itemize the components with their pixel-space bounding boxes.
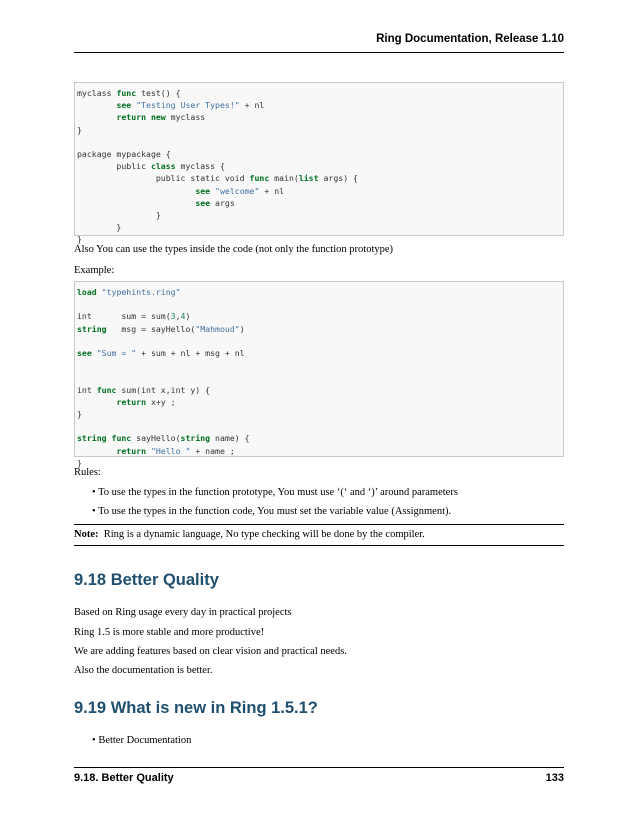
code-token: int xyxy=(77,384,97,395)
code-token: list xyxy=(298,173,319,184)
code-line xyxy=(77,408,563,420)
code-line xyxy=(77,371,563,383)
paragraph: Ring 1.5 is more stable and more productive! xyxy=(74,627,265,638)
note-top-rule xyxy=(74,524,564,525)
code-line xyxy=(77,99,563,111)
code-token: string xyxy=(77,433,107,444)
code-token: string xyxy=(180,433,211,444)
paragraph: Also the documentation is better. xyxy=(74,665,213,676)
footer-rule xyxy=(74,767,564,768)
note-label: Note: xyxy=(74,529,99,540)
code-line xyxy=(77,221,563,233)
list-item: • To use the types in the function prototype, You must use ‘(‘ and ‘)’ around parameters xyxy=(92,487,458,498)
note-text: Ring is a dynamic language, No type checking will be done by the compiler. xyxy=(103,529,425,540)
code-listing-package xyxy=(77,87,563,246)
bullet-text: To use the types in the function prototype, You must use ‘(‘ and ‘)’ around parameters xyxy=(98,487,458,498)
code-token: load xyxy=(77,287,97,297)
code-token: main( xyxy=(269,173,299,184)
code-block-typehints xyxy=(74,281,564,468)
code-token: name) { xyxy=(210,433,250,444)
code-line xyxy=(77,445,563,457)
code-token: + nl xyxy=(259,185,285,196)
note-bottom-rule xyxy=(74,545,564,546)
running-header-title: Ring Documentation, Release 1.10 xyxy=(376,33,564,45)
paragraph-types-inside-code: Also You can use the types inside the code (not only the function prototype) xyxy=(74,244,394,255)
code-line xyxy=(77,432,563,444)
code-token: package mypackage { xyxy=(77,149,171,160)
code-line xyxy=(77,185,563,197)
code-token: } xyxy=(77,222,122,233)
code-token: 4 xyxy=(180,311,186,322)
code-token: see xyxy=(195,197,211,208)
code-token: } xyxy=(77,457,82,468)
code-token: "Sum = " xyxy=(96,348,137,359)
code-token: msg = sayHello( xyxy=(106,323,196,334)
code-token: see xyxy=(77,348,92,359)
header-rule xyxy=(74,52,564,53)
code-token: "welcome" xyxy=(215,185,260,196)
code-token xyxy=(77,186,195,196)
code-token: test() { xyxy=(136,88,181,98)
code-token: "Testing User Types!" xyxy=(136,100,240,111)
code-listing-typehints xyxy=(77,286,563,469)
code-token: "typehints.ring" xyxy=(101,287,181,297)
code-token xyxy=(77,446,116,456)
code-token: "Hello " xyxy=(150,445,191,456)
code-token xyxy=(77,100,116,110)
code-line xyxy=(77,111,563,123)
code-block-package xyxy=(74,82,564,245)
code-token: return xyxy=(116,445,147,456)
code-line xyxy=(77,298,563,310)
code-line xyxy=(77,124,563,136)
section-heading-whats-new: 9.19 What is new in Ring 1.5.1? xyxy=(74,699,318,717)
paragraph: We are adding features based on clear vision and practical needs. xyxy=(74,646,347,657)
code-line xyxy=(77,136,563,148)
code-token: myclass xyxy=(165,112,206,123)
code-line xyxy=(77,335,563,347)
code-line xyxy=(77,87,563,99)
code-line xyxy=(77,396,563,408)
code-token: myclass xyxy=(77,88,117,98)
code-token: } xyxy=(77,409,82,420)
code-token: sayHello( xyxy=(131,433,181,444)
code-token: } xyxy=(77,124,82,135)
code-token: myclass { xyxy=(175,161,225,172)
code-token: + name ; xyxy=(190,445,235,456)
code-token: return xyxy=(116,112,147,123)
code-line xyxy=(77,172,563,184)
code-line xyxy=(77,148,563,160)
code-token: string xyxy=(77,323,107,334)
code-token: sum(int x,int y) { xyxy=(116,384,211,395)
list-item: • Better Documentation xyxy=(92,735,192,746)
code-line xyxy=(77,160,563,172)
code-line xyxy=(77,323,563,335)
code-token: args) { xyxy=(318,173,358,184)
code-token: func xyxy=(249,173,270,184)
code-token: ) xyxy=(185,311,191,322)
code-token: + sum + nl + msg + nl xyxy=(136,348,245,359)
section-heading-better-quality: 9.18 Better Quality xyxy=(74,571,219,589)
code-token: "Mahmoud" xyxy=(195,323,240,334)
code-token xyxy=(77,112,116,122)
code-token: ) xyxy=(239,323,245,334)
code-token: public xyxy=(77,161,151,172)
code-token: see xyxy=(116,100,132,111)
code-line xyxy=(77,310,563,322)
code-token: see xyxy=(195,185,211,196)
list-item: • To use the types in the function code, You must set the variable value (Assignment). xyxy=(92,506,452,517)
code-token: 3 xyxy=(170,311,176,322)
code-line xyxy=(77,457,563,469)
code-token: } xyxy=(77,210,161,221)
code-token: func xyxy=(96,384,117,395)
bullet-text: Better Documentation xyxy=(98,735,192,746)
code-line xyxy=(77,197,563,209)
code-token: + nl xyxy=(239,100,265,111)
page-number: 133 xyxy=(545,772,564,784)
code-token: func xyxy=(116,88,137,98)
code-token: return xyxy=(116,396,147,407)
code-token: } xyxy=(77,234,82,245)
code-token: public static void xyxy=(77,173,250,184)
code-token: int sum = sum( xyxy=(77,311,171,322)
code-token: func xyxy=(111,433,132,444)
code-line xyxy=(77,286,563,298)
code-token xyxy=(77,397,116,407)
code-line xyxy=(77,420,563,432)
code-line xyxy=(77,359,563,371)
paragraph: Based on Ring usage every day in practical projects xyxy=(74,607,292,618)
paragraph-rules-label: Rules: xyxy=(74,467,101,478)
code-line xyxy=(77,209,563,221)
code-token: class xyxy=(150,161,176,172)
code-token xyxy=(77,198,195,208)
code-token: args xyxy=(210,197,235,208)
bullet-text: To use the types in the function code, You must set the variable value (Assignment). xyxy=(98,506,452,517)
footer-section-title: 9.18. Better Quality xyxy=(74,772,174,784)
code-line xyxy=(77,384,563,396)
note-box xyxy=(74,529,425,540)
code-token: x+y ; xyxy=(146,396,176,407)
code-line xyxy=(77,347,563,359)
code-token: new xyxy=(150,112,166,123)
code-token: , xyxy=(175,311,181,322)
paragraph-example-label: Example: xyxy=(74,265,115,276)
